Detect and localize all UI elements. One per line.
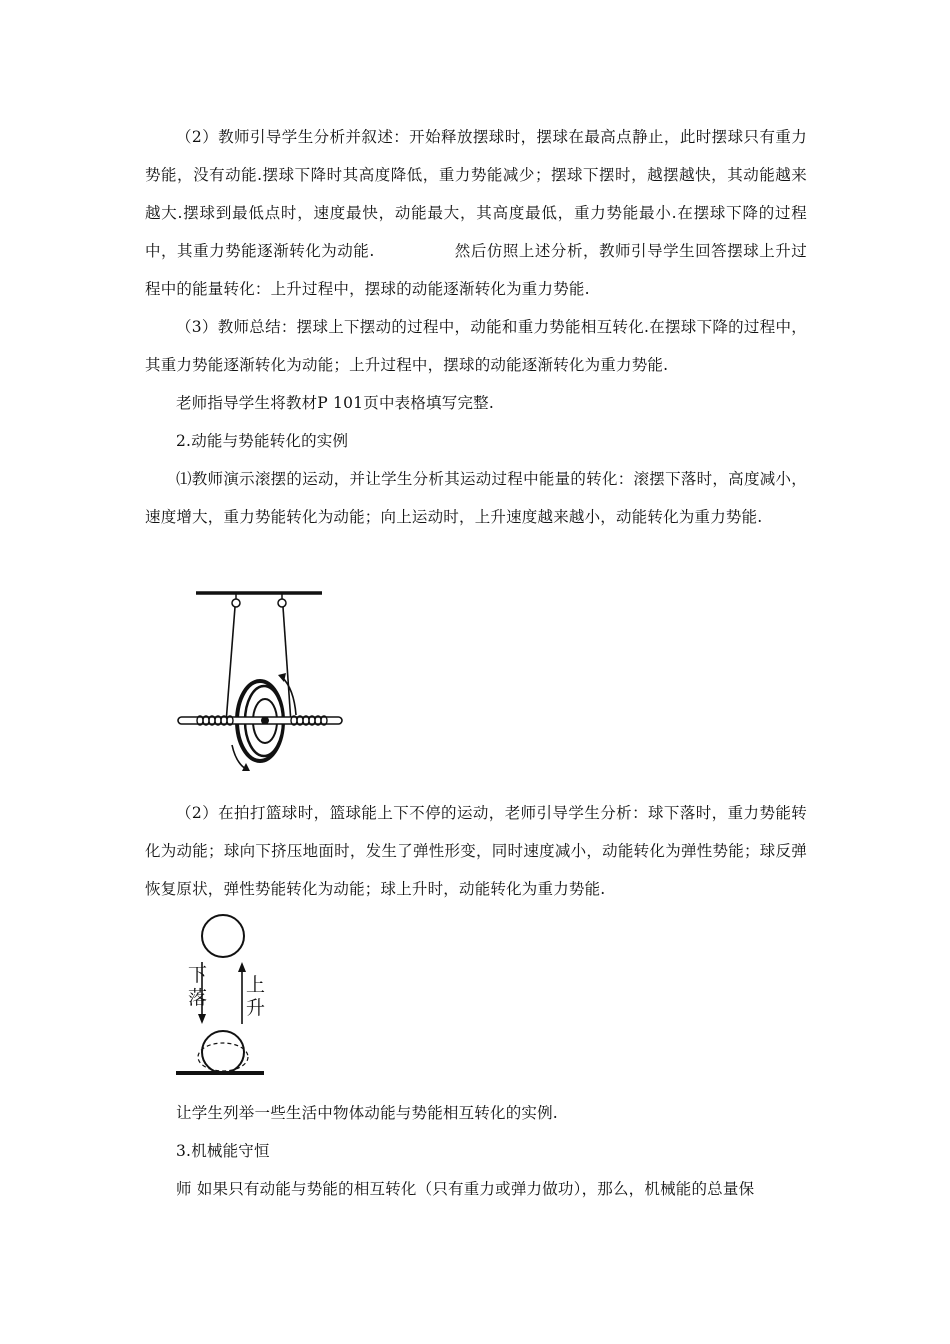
string-ring-left: [232, 599, 240, 607]
text-block-bottom: [145, 1094, 807, 1208]
ball-top: [202, 915, 244, 957]
paragraph-teacher-summary: （3）教师总结：摆球上下摆动的过程中，动能和重力势能相互转化.在摆球下降的过程中，其重力势能逐渐转化为动能；上升过程中，摆球的动能逐渐转化为重力势能.: [145, 318, 807, 374]
axle-hub: [261, 717, 269, 725]
string-right: [283, 607, 291, 723]
paragraph-text: 然后仿照上述分析，教师引导学生回答摆球上升过程中的能量转化：上升过程中，摆球的动能逐渐转化为重力势能.: [145, 242, 807, 298]
bouncing-ball-figure: [168, 912, 272, 1082]
paragraph-list-examples: 让学生列举一些生活中物体动能与势能相互转化的实例.: [176, 1104, 558, 1122]
paragraph-basketball: （2）在拍打篮球时，篮球能上下不停的运动，老师引导学生分析：球下落时，重力势能转化为动能；球向下挤压地面时，发生了弹性形变，同时速度减小，动能转化为弹性势能；球反弹恢复原状，弹性势能转化为动能；球上升时，动能转化为重力势能.: [145, 804, 807, 898]
paragraph-textbook-table: 老师指导学生将教材P 101页中表格填写完整.: [176, 394, 494, 412]
section-heading-examples: 2.动能与势能转化的实例: [176, 432, 349, 450]
string-left: [226, 607, 235, 723]
label-up-2: 升: [246, 997, 266, 1019]
string-ring-right: [278, 599, 286, 607]
paragraph-conservation: 师 如果只有动能与势能的相互转化（只有重力或弹力做功），那么，机械能的总量保: [176, 1180, 755, 1198]
section-heading-conservation: 3.机械能守恒: [176, 1142, 270, 1160]
label-down-1: 下: [188, 964, 208, 986]
label-down-2: 落: [188, 987, 208, 1009]
paragraph-pendulum-analysis: [145, 118, 807, 308]
ball-bottom: [202, 1031, 244, 1073]
paragraph-text: （2）教师引导学生分析并叙述：开始释放摆球时，摆球在最高点静止，此时摆球只有重力势能，没有动能.摆球下降时其高度降低，重力势能减少；摆球下摆时，越摆越快，其动能越来越大.摆球到最低点时，速度最快，动能最大，其高度最低，重力势能最小.在摆球下降的过程中，其重力势能逐渐转化为动能.: [145, 128, 807, 260]
label-up-1: 上: [246, 974, 266, 996]
text-block-middle: [145, 794, 807, 908]
text-block-top: [145, 118, 807, 536]
rolling-pendulum-figure: [170, 585, 350, 777]
paragraph-rolling-pendulum: ⑴教师演示滚摆的运动，并让学生分析其运动过程中能量的转化：滚摆下落时，高度减小，速度增大，重力势能转化为动能；向上运动时，上升速度越来越小，动能转化为重力势能.: [145, 470, 807, 526]
